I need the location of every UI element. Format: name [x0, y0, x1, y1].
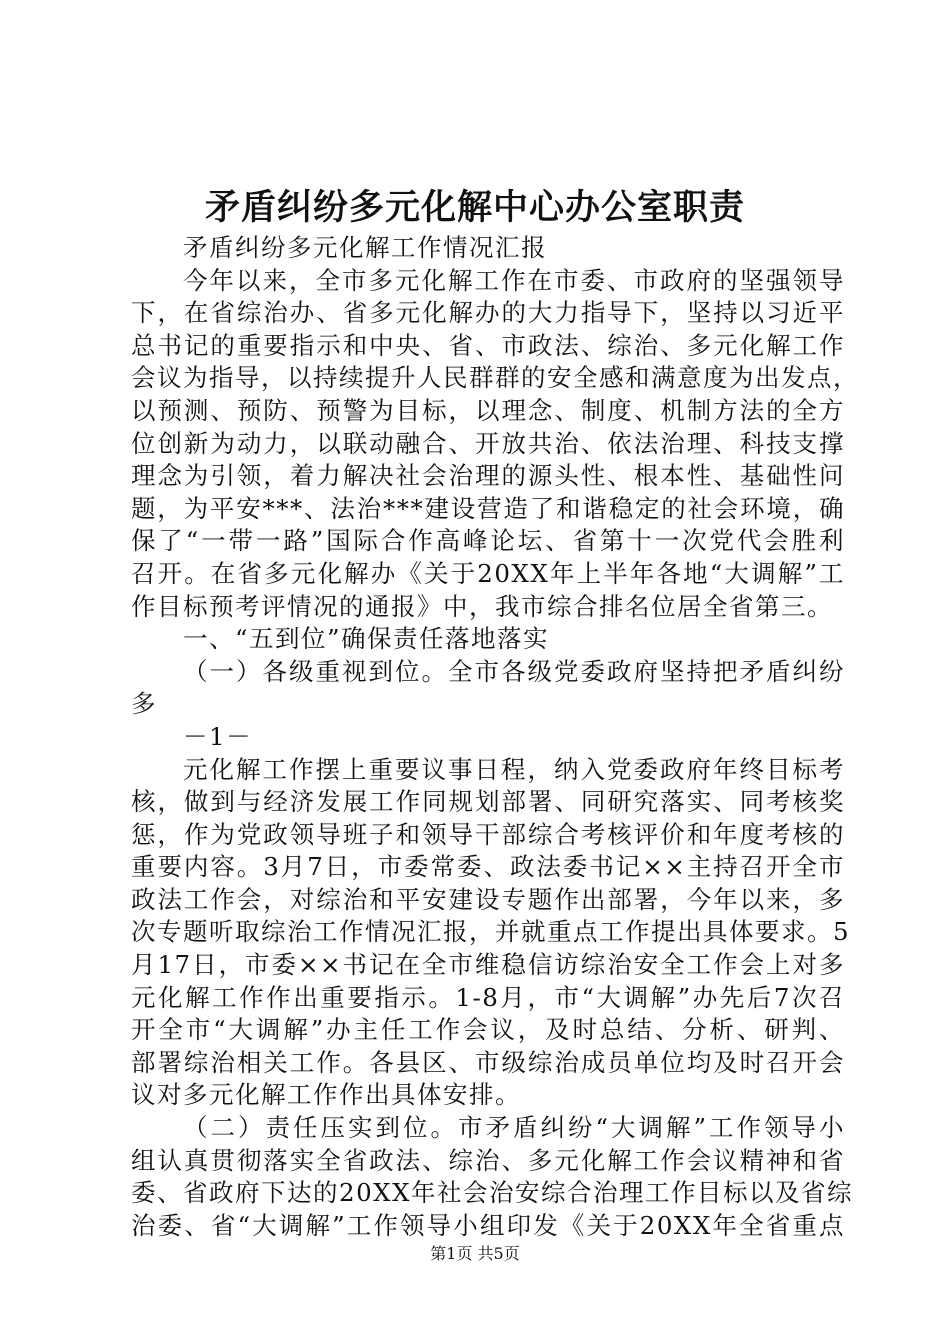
- paragraph-line: 下，在省综治办、省多元化解办的大力指导下，坚持以习近平: [131, 298, 845, 328]
- paragraph-line: 召开。在省多元化解办《关于20XX年上半年各地“大调解”工: [131, 558, 845, 588]
- report-subtitle: 矛盾纠纷多元化解工作情况汇报: [183, 233, 547, 262]
- paragraph-line: 重要内容。3月7日，市委常委、政法委书记××主持召开全市: [131, 852, 845, 882]
- paragraph-line: 今年以来，全市多元化解工作在市委、市政府的坚强领导: [183, 265, 845, 295]
- paragraph-line: 核，做到与经济发展工作同规划部署、同研究落实、同考核奖: [131, 787, 845, 817]
- paragraph-line: 委、省政府下达的20XX年社会治安综合治理工作目标以及省综: [131, 1178, 854, 1208]
- paragraph-line: 保了“一带一路”国际合作高峰论坛、省第十一次党代会胜利: [131, 526, 845, 556]
- paragraph-line: 政法工作会，对综治和平安建设专题作出部署，今年以来，多: [131, 884, 845, 914]
- paragraph-line: （一）各级重视到位。全市各级党委政府坚持把矛盾纠纷: [183, 656, 845, 686]
- paragraph-line: 部署综治相关工作。各县区、市级综治成员单位均及时召开会: [131, 1047, 845, 1077]
- document-title: 矛盾纠纷多元化解中心办公室职责: [204, 187, 745, 228]
- paragraph-line: 议对多元化解工作作出具体安排。: [131, 1080, 521, 1110]
- paragraph-line: 元化解工作摆上重要议事日程，纳入党委政府年终目标考: [183, 754, 845, 784]
- page-number-mark: －1－: [183, 721, 253, 751]
- paragraph-line: 位创新为动力，以联动融合、开放共治、依法治理、科技支撑: [131, 428, 845, 458]
- paragraph-line: 次专题听取综治工作情况汇报，并就重点工作提出具体要求。5: [131, 917, 851, 947]
- paragraph-line: 惩，作为党政领导班子和领导干部综合考核评价和年度考核的: [131, 819, 845, 849]
- paragraph-line: 题，为平安***、法治***建设营造了和谐稳定的社会环境，确: [131, 493, 845, 523]
- paragraph-line: 作目标预考评情况的通报》中，我市综合排名位居全省第三。: [131, 591, 833, 621]
- document-body: [131, 232, 859, 1242]
- paragraph-line: 组认真贯彻落实全省政法、综治、多元化解工作会议精神和省: [131, 1145, 845, 1175]
- page-footer: 第1页 共5页: [430, 1244, 520, 1263]
- paragraph-line: 以预测、预防、预警为目标，以理念、制度、机制方法的全方: [131, 395, 845, 425]
- paragraph-line: 会议为指导，以持续提升人民群群的安全感和满意度为出发点，: [131, 363, 859, 393]
- section-heading: 一、“五到位”确保责任落地落实: [183, 624, 550, 654]
- paragraph-line: （二）责任压实到位。市矛盾纠纷“大调解”工作领导小: [183, 1113, 845, 1143]
- paragraph-line: 多: [131, 689, 157, 719]
- paragraph-line: 总书记的重要指示和中央、省、市政法、综治、多元化解工作: [131, 330, 845, 360]
- paragraph-line: 元化解工作作出重要指示。1-8月，市“大调解”办先后7次召: [131, 982, 845, 1012]
- paragraph-line: 理念为引领，着力解决社会治理的源头性、根本性、基础性问: [131, 461, 845, 491]
- paragraph-line: 治委、省“大调解”工作领导小组印发《关于20XX年全省重点: [131, 1210, 845, 1240]
- paragraph-line: 月17日，市委××书记在全市维稳信访综治安全工作会上对多: [131, 950, 845, 980]
- paragraph-line: 开全市“大调解”办主任工作会议，及时总结、分析、研判、: [131, 1015, 845, 1045]
